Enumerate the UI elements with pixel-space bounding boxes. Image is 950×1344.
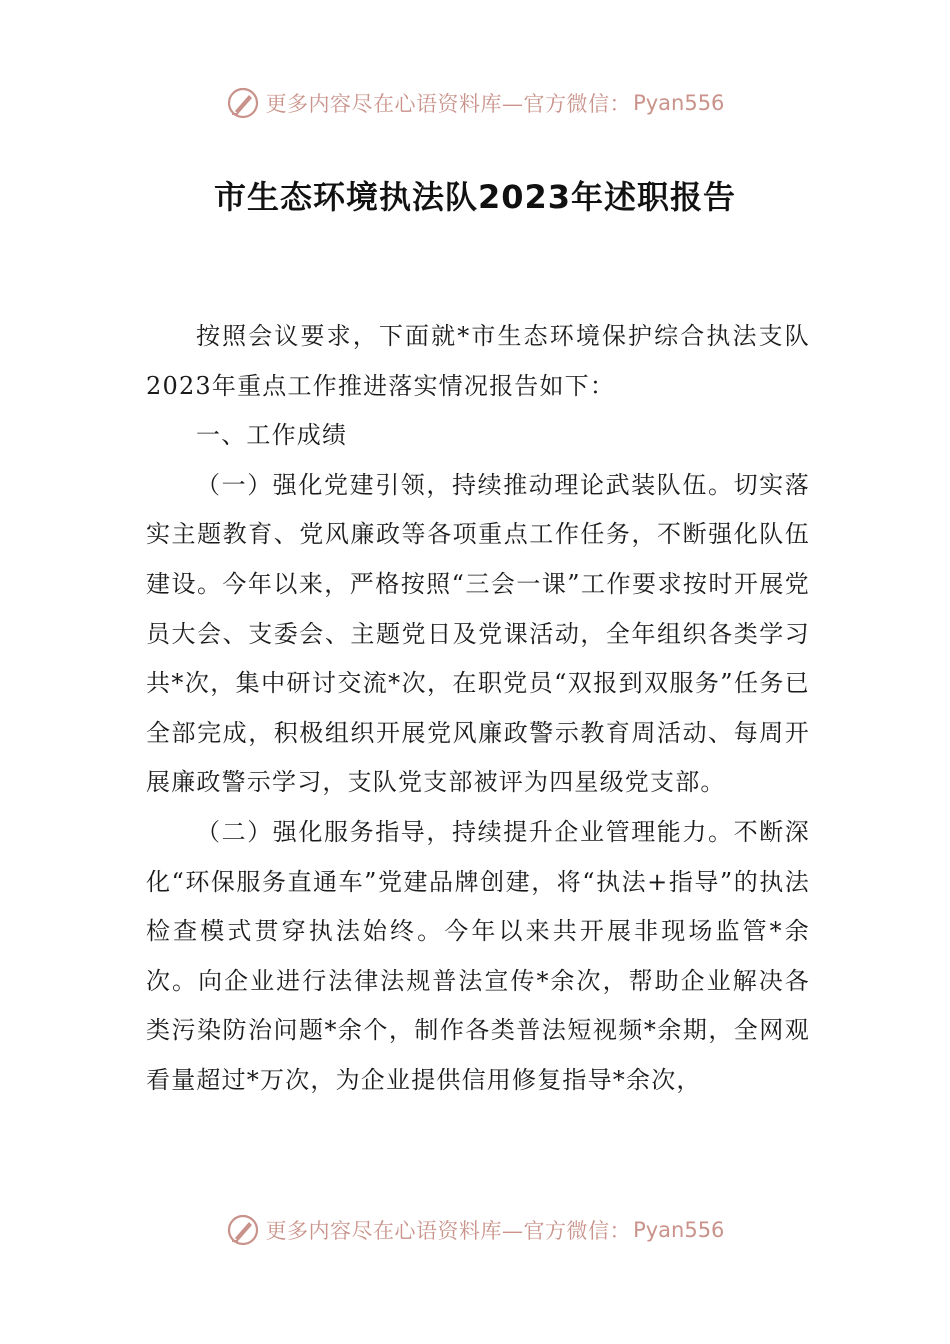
document-title: 市生态环境执法队2023年述职报告 bbox=[213, 178, 737, 216]
document-body bbox=[146, 312, 810, 1106]
watermark-header bbox=[0, 86, 950, 120]
paragraph-party-building: （一）强化党建引领，持续推动理论武装队伍。切实落实主题教育、党风廉政等各项重点工作任务，不断强化队伍建设。今年以来，严格按照“三会一课”工作要求按时开展党员大会、支委会、主题党日及党课活动，全年组织各类学习共*次，集中研讨交流*次，在职党员“双报到双服务”任务已全部完成，积极组织开展党风廉政警示教育周活动、每周开展廉政警示学习，支队党支部被评为四星级党支部。 bbox=[146, 470, 810, 797]
watermark-text: 更多内容尽在心语资料库—官方微信： bbox=[265, 1219, 632, 1243]
paragraph-service-guidance: （二）强化服务指导，持续提升企业管理能力。不断深化“环保服务直通车”党建品牌创建，将“执法+指导”的执法检查模式贯穿执法始终。今年以来共开展非现场监管*余次。向企业进行法律法规普法宣传*余次，帮助企业解决各类污染防治问题*余个，制作各类普法短视频*余期，全网观看量超过*万次，为企业提供信用修复指导*余次， bbox=[146, 817, 810, 1094]
section-heading: 一、工作成绩 bbox=[196, 421, 348, 450]
watermark-wechat-id: Pyan556 bbox=[633, 91, 725, 115]
watermark-wechat-id: Pyan556 bbox=[633, 1218, 725, 1242]
watermark-footer bbox=[0, 1213, 950, 1247]
intro-paragraph: 按照会议要求，下面就*市生态环境保护综合执法支队2023年重点工作推进落实情况报告如下： bbox=[146, 322, 810, 400]
pen-seal-icon bbox=[226, 86, 260, 120]
watermark-text: 更多内容尽在心语资料库—官方微信： bbox=[265, 92, 632, 116]
pen-seal-icon bbox=[226, 1213, 260, 1247]
